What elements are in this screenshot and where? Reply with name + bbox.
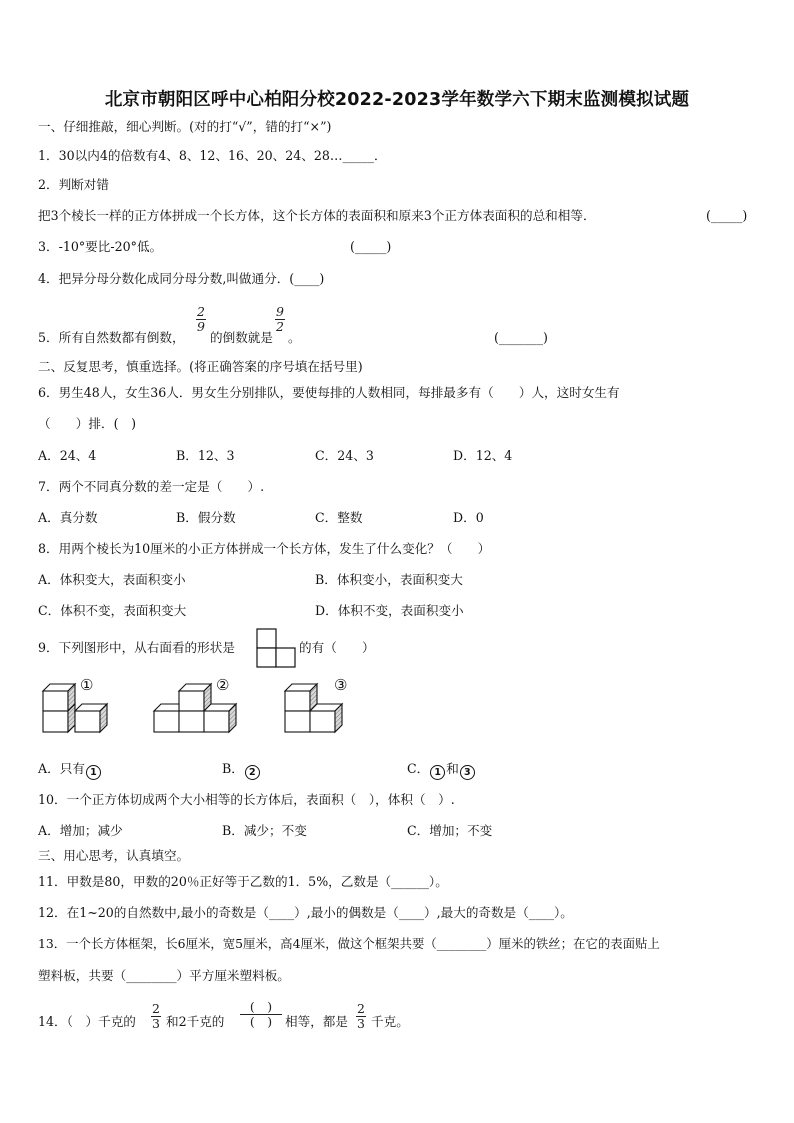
question-5-fraction-9-2 xyxy=(275,305,285,334)
circled-number-1: 1 xyxy=(86,765,101,780)
question-8-option-d[interactable]: D．体积不变，表面积变小 xyxy=(315,603,464,618)
section-1-heading: 一、仔细推敲，细心判断。(对的打“√”，错的打“×”) xyxy=(38,119,332,134)
question-11: 11．甲数是80，甲数的20％正好等于乙数的1．5%，乙数是（______）。 xyxy=(38,874,448,889)
fraction-numerator: 2 xyxy=(357,1001,365,1016)
question-4: 4．把异分母分数化成同分母分数,叫做通分．(____) xyxy=(38,271,325,286)
circled-number-3: 3 xyxy=(460,765,475,780)
question-9-text-b: 的有（ ） xyxy=(299,640,375,655)
question-8-option-c[interactable]: C．体积不变，表面积变大 xyxy=(38,603,187,618)
question-6-line-2: （ ）排．( ) xyxy=(38,416,136,431)
option-conjunction: 和 xyxy=(446,761,459,776)
question-8-text: 8．用两个棱长为10厘米的小正方体拼成一个长方体，发生了什么变化？（ ） xyxy=(38,541,491,556)
fraction-denominator: 3 xyxy=(357,1016,365,1031)
cube-figure-1 xyxy=(38,676,118,738)
question-9-option-a[interactable] xyxy=(38,761,102,780)
question-6-option-d[interactable]: D．12、4 xyxy=(453,448,513,463)
question-2-title: 2．判断对错 xyxy=(38,177,109,192)
question-10-option-c[interactable]: C．增加；不变 xyxy=(407,823,493,838)
question-14-text-c: 相等，都是 xyxy=(285,1014,348,1029)
question-5-answer-blank[interactable]: (_______) xyxy=(494,330,548,345)
fraction-denominator: 9 xyxy=(197,319,205,334)
question-2-text: 把3个棱长一样的正方体拼成一个长方体，这个长方体的表面积和原来3个正方体表面积的总和相等． xyxy=(38,208,596,223)
question-3-text: 3．-10°要比-20°低。 xyxy=(38,239,163,254)
circled-number-1: 1 xyxy=(430,765,445,780)
question-14-text-b: 和2千克的 xyxy=(166,1014,225,1029)
question-6-line-1: 6．男生48人，女生36人．男女生分别排队，要使每排的人数相同，每排最多有（ ）人，这时女生有 xyxy=(38,385,620,400)
question-8-option-b[interactable]: B．体积变小，表面积变大 xyxy=(315,572,463,587)
fraction-numerator: 2 xyxy=(197,304,205,319)
question-3-answer-blank[interactable]: (_____) xyxy=(350,239,392,254)
fraction-numerator: 2 xyxy=(152,1001,160,1016)
question-6-option-c[interactable]: C．24、3 xyxy=(315,448,374,463)
option-text: C． xyxy=(407,761,430,776)
question-2-answer-blank[interactable]: (_____) xyxy=(706,208,748,223)
page-title: 北京市朝阳区呼中心柏阳分校2022-2023学年数学六下期末监测模拟试题 xyxy=(104,90,690,110)
fraction-numerator-blank[interactable]: ( ) xyxy=(240,1000,282,1015)
fraction-denominator-blank[interactable]: ( ) xyxy=(249,1014,273,1029)
question-10-option-a[interactable]: A．增加；减少 xyxy=(38,823,123,838)
question-5-text-b: 的倒数就是 xyxy=(210,330,273,345)
question-1: 1．30以内4的倍数有4、8、12、16、20、24、28…_____． xyxy=(38,148,387,163)
question-14-text-a: 14．（ ）千克的 xyxy=(38,1014,136,1029)
figure-label-1: ① xyxy=(80,676,94,694)
question-9-option-c[interactable] xyxy=(407,761,476,780)
question-12: 12．在1~20的自然数中,最小的奇数是（____）,最小的偶数是（____）,最大的奇数是（____）。 xyxy=(38,905,573,920)
question-14-fraction-2-3-b xyxy=(356,1002,366,1031)
question-10-text: 10．一个正方体切成两个大小相等的长方体后，表面积（ ），体积（ ）. xyxy=(38,792,455,807)
question-10-option-b[interactable]: B．减少；不变 xyxy=(222,823,307,838)
cube-figure-2 xyxy=(150,676,245,738)
question-7-option-c[interactable]: C．整数 xyxy=(315,510,363,525)
option-text: B． xyxy=(222,761,244,776)
question-8-option-a[interactable]: A．体积变大，表面积变小 xyxy=(38,572,186,587)
question-14-blank-fraction[interactable] xyxy=(240,1000,282,1029)
question-7-text: 7．两个不同真分数的差一定是（ ）. xyxy=(38,479,265,494)
right-view-shape-icon xyxy=(255,627,299,669)
question-9-text-a: 9．下列图形中，从右面看的形状是 xyxy=(38,640,235,655)
question-14-fraction-2-3 xyxy=(151,1002,161,1031)
question-5-text-c: 。 xyxy=(288,330,301,345)
question-7-option-b[interactable]: B．假分数 xyxy=(176,510,236,525)
section-2-heading: 二、反复思考，慎重选择。(将正确答案的序号填在括号里) xyxy=(38,359,363,374)
figure-label-2: ② xyxy=(216,676,230,694)
option-text: A．只有 xyxy=(38,761,85,776)
question-13-line-2: 塑料板，共要（________）平方厘米塑料板。 xyxy=(38,968,290,983)
question-9-option-b[interactable] xyxy=(222,761,261,780)
fraction-denominator: 2 xyxy=(276,319,284,334)
section-3-heading: 三、用心思考，认真填空。 xyxy=(38,848,190,863)
fraction-denominator: 3 xyxy=(152,1016,160,1031)
question-5-fraction-2-9 xyxy=(196,305,206,334)
question-6-option-a[interactable]: A．24、4 xyxy=(38,448,97,463)
circled-number-2: 2 xyxy=(245,765,260,780)
figure-label-3: ③ xyxy=(334,676,348,694)
question-13-line-1: 13．一个长方体框架，长6厘米，宽5厘米，高4厘米，做这个框架共要（________）厘米的铁丝；在它的表面贴上 xyxy=(38,936,660,951)
question-7-option-d[interactable]: D．0 xyxy=(453,510,484,525)
question-14-text-d: 千克。 xyxy=(371,1014,409,1029)
fraction-numerator: 9 xyxy=(276,304,284,319)
question-5-text-a: 5．所有自然数都有倒数， xyxy=(38,330,185,345)
question-7-option-a[interactable]: A．真分数 xyxy=(38,510,98,525)
question-6-option-b[interactable]: B．12、3 xyxy=(176,448,235,463)
